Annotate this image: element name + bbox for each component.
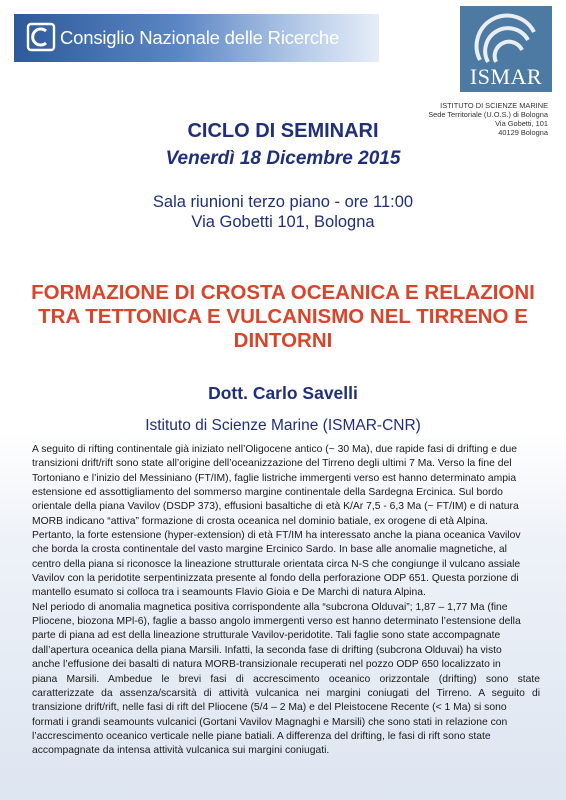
event-date: Venerdì 18 Dicembre 2015 — [165, 148, 401, 169]
venue-line: Via Gobetti 101, Bologna — [191, 213, 375, 231]
address-line: 40129 Bologna — [498, 128, 548, 137]
seminar-title — [20, 281, 546, 353]
address-line: ISTITUTO DI SCIENZE MARINE — [440, 101, 548, 110]
abstract-line: estensione ed assottigliamento del sommerso margine continentale della Sardegna Ercinica. Sul bordo — [32, 487, 503, 499]
abstract-line: transizione drift/rift, nelle fasi di rift del Pliocene (5/4 – 2 Ma) e del Pleistocene Recente (< 1 Ma) si sono — [32, 702, 507, 714]
address-line: Sede Territoriale (U.O.S.) di Bologna — [428, 110, 548, 119]
ismar-logo-text: ISMAR — [469, 64, 543, 89]
cnr-title: Consiglio Nazionale delle Ricerche — [60, 27, 340, 48]
title-line: FORMAZIONE DI CROSTA OCEANICA E RELAZIONI — [31, 281, 535, 304]
abstract-line: caratterizzate da assenza/scarsità di attività vulcanica nei margini coniugati del Tirreno. A seguito di — [32, 687, 540, 699]
speaker-name: Dott. Carlo Savelli — [208, 383, 358, 403]
abstract-line: A seguito di rifting continentale già iniziato nell’Oligocene antico (~ 30 Ma), due rapide fasi di drifting e due — [32, 444, 518, 455]
address-line: Via Gobetti, 101 — [495, 119, 548, 128]
venue-line: Sala riunioni terzo piano - ore 11:00 — [152, 193, 414, 211]
abstract-line: centro della piana si riconosce la lineazione strutturale orientata circa N-S che congiunge il vulcano assiale — [32, 558, 521, 570]
abstract-line: Vavilov con la peridotite serpentinizzata presente al fondo della perforazione ODP 651. Questa porzione di — [32, 573, 519, 585]
abstract-line: MORB indicano “attiva” formazione di crosta oceanica nel dominio batiale, ex orogene di età Alpina. — [32, 515, 488, 527]
abstract-line: parte di piana ad est della lineazione strutturale Vavilov-peridotite. Tali faglie sono state accompagnate — [32, 630, 501, 642]
abstract-line: accompagnate da intensa attività vulcanica sui margini coniugati. — [32, 745, 330, 757]
abstract-line: l’accrescimento oceanico verticale nelle piane batiali. A differenza del drifting, le fasi di rift sono state — [32, 730, 491, 742]
abstract-line: Pliocene, biozona MPl-6), faglie a basso angolo immergenti verso est hanno determinato l’estensione della — [32, 616, 521, 628]
abstract-line: formati i grandi seamounts vulcanici (Gortani Vavilov Magnaghi e Marsili) che sono stati in relazione con — [32, 716, 508, 728]
abstract-line: mantello esumato si colloca tra i seamounts Flavio Gioia e De Marchi di natura Alpina. — [32, 587, 426, 599]
title-line: DINTORNI — [233, 329, 333, 352]
cnr-logo-icon — [26, 22, 56, 52]
title-line: TRA TETTONICA E VULCANISMO NEL TIRRENO E — [38, 305, 528, 328]
cnr-banner — [14, 14, 379, 62]
speaker-affiliation: Istituto di Scienze Marine (ISMAR-CNR) — [145, 417, 421, 434]
abstract-line: anche l’effusione dei basalti di natura MORB-transizionale recuperati nel pozzo ODP 650 localizzato in — [32, 659, 501, 671]
abstract-line: Nel periodo di anomalia magnetica positiva corrispondente alla “subcrona Olduvai”; 1,87 – 1,77 Ma (fine — [32, 601, 508, 613]
ismar-logo — [460, 6, 552, 92]
abstract-line: transizioni drift/rift sono state all’origine dell’oceanizzazione del Tirreno degli ultimi 7 Ma. Verso la fine del — [32, 458, 512, 470]
seminar-series-heading: CICLO DI SEMINARI — [187, 120, 379, 142]
abstract-line: che borda la crosta continentale del vasto margine Ercinico Sardo. In base alle anomalie magnetiche, al — [32, 544, 507, 556]
abstract-line: Pertanto, la forte estensione (hyper-extension) di età FT/IM ha interessato anche la piana oceanica Vavilov — [32, 530, 521, 542]
abstract-line: piana Marsili. Ambedue le brevi fasi di accrescimento oceanico orizzontale (drifting) sono state — [32, 673, 540, 685]
ismar-logo-icon — [472, 12, 542, 68]
abstract-line: Tortoniano e l’inizio del Messiniano (FT/IM), faglie listriche immergenti verso est hanno determinato ampia — [32, 472, 517, 484]
event-venue — [0, 192, 566, 232]
abstract-line: orientale della piana Vavilov (DSDP 373), effusioni basaltiche di età K/Ar 7,5 - 6,3 Ma (~ FT/IM) e di natura — [32, 501, 519, 513]
abstract — [32, 443, 540, 759]
abstract-line: dall’apertura oceanica della piana Marsili. Infatti, la seconda fase di drifting (subcrona Olduvai) ha visto — [32, 644, 502, 656]
